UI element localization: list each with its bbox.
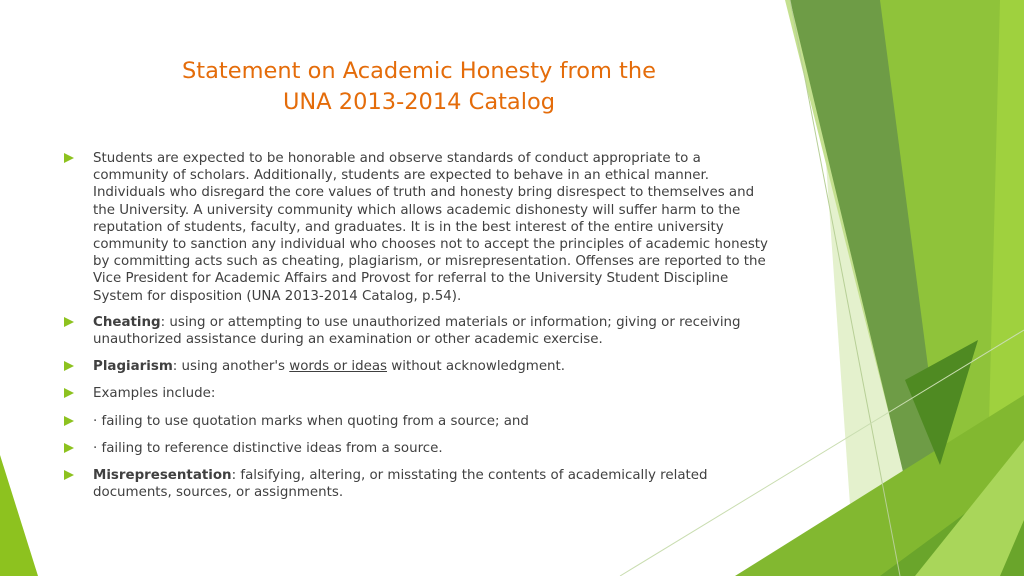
triangle-right-icon xyxy=(64,361,74,371)
misrepresentation-term: Misrepresentation xyxy=(93,468,232,484)
triangle-right-icon xyxy=(64,317,74,327)
slide-title-line-2: UNA 2013-2014 Catalog xyxy=(282,89,556,115)
example-2-text: · failing to reference distinctive ideas from a source. xyxy=(93,440,443,456)
bullet-intro xyxy=(64,150,780,305)
examples-text: Examples include: xyxy=(93,386,216,402)
bullet-cheating xyxy=(64,314,780,348)
example-1-text: · failing to use quotation marks when quoting from a source; and xyxy=(93,413,529,429)
slide-title-line-1: Statement on Academic Honesty from the xyxy=(182,58,656,84)
plagiarism-definition-end: without acknowledgment. xyxy=(387,359,566,375)
cheating-term: Cheating xyxy=(93,314,161,330)
triangle-right-icon xyxy=(64,443,74,453)
bullet-misrepresentation xyxy=(64,467,780,501)
bullet-example-2 xyxy=(64,440,780,457)
plagiarism-term: Plagiarism xyxy=(93,359,173,375)
cheating-definition: : using or attempting to use unauthorized materials or information; giving or receiving unauthorized assistance during an examination or other academic exercise. xyxy=(93,314,741,348)
plagiarism-definition-start: : using another's xyxy=(172,359,290,375)
words-or-ideas-link[interactable]: words or ideas xyxy=(289,359,388,375)
bullet-examples xyxy=(64,385,780,402)
misrepresentation-definition: : falsifying, altering, or misstating the contents of academically related documents, sources, or assignments. xyxy=(93,468,708,501)
bullet-list xyxy=(64,150,780,511)
triangle-right-icon xyxy=(64,153,74,163)
triangle-right-icon xyxy=(64,470,74,480)
bullet-example-1 xyxy=(64,413,780,430)
left-corner-shape xyxy=(0,455,38,576)
triangle-right-icon xyxy=(64,388,74,398)
slide-title xyxy=(130,56,708,118)
triangle-right-icon xyxy=(64,416,74,426)
bullet-intro-text: Students are expected to be honorable and observe standards of conduct appropriate to a community of scholars. Additionally, students are expected to behave in an ethical manner. Individuals who disregard the core values of truth and honesty bring disrespect to themselves and the University. A university community which allows academic dishonesty will suffer harm to the reputation of students, faculty, and graduates. It is in the best interest of the entire university community to sanction any individual who chooses not to accept the principles of academic honesty by committing acts such as cheating, plagiarism, or misrepresentation. Offenses are reported to the Vice President for Academic Affairs and Provost for referral to the University Student Discipline System for disposition (UNA 2013-2014 Catalog, p.54). xyxy=(93,151,768,304)
bullet-plagiarism xyxy=(64,358,780,375)
